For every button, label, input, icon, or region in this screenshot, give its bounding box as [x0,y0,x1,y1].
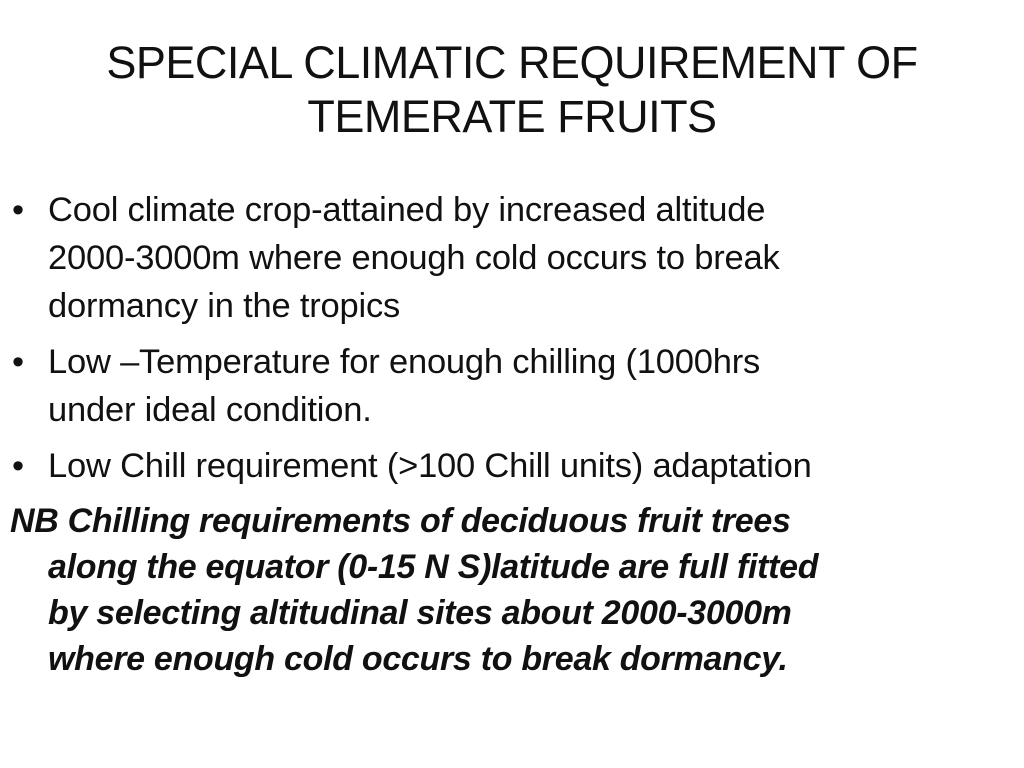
bullet-item-altitude [10,186,1010,330]
bullet-text-line: dormancy in the tropics [48,287,401,325]
bullet-text-line: Cool climate crop-attained by increased altitude [48,191,766,229]
bullet-text-line: 2000-3000m where enough cold occurs to break [48,239,780,277]
bullet-dot-icon: • [12,191,24,229]
slide-title [60,36,964,144]
slide-body [10,186,1010,716]
slide-title-line-1: SPECIAL CLIMATIC REQUIREMENT OF [106,37,918,88]
bullet-item-low-chill [10,442,1010,490]
bullet-text-line: Low Chill requirement (>100 Chill units) adaptation [48,447,812,485]
bullet-text-line: under ideal condition. [48,391,372,429]
bullet-item-low-temperature [10,338,1010,434]
nb-note-line: where enough cold occurs to break dormancy. [48,640,788,678]
nb-note [10,498,1010,682]
slide-title-line-2: TEMERATE FRUITS [307,91,717,142]
bullet-dot-icon: • [12,447,24,485]
nb-note-line: by selecting altitudinal sites about 2000-3000m [48,594,792,632]
bullet-dot-icon: • [12,343,24,381]
nb-note-line: along the equator (0-15 N S)latitude are full fitted [48,548,819,586]
bullet-list [10,186,1010,490]
nb-note-line: NB Chilling requirements of deciduous fruit trees [10,502,791,540]
bullet-text-line: Low –Temperature for enough chilling (1000hrs [48,343,761,381]
